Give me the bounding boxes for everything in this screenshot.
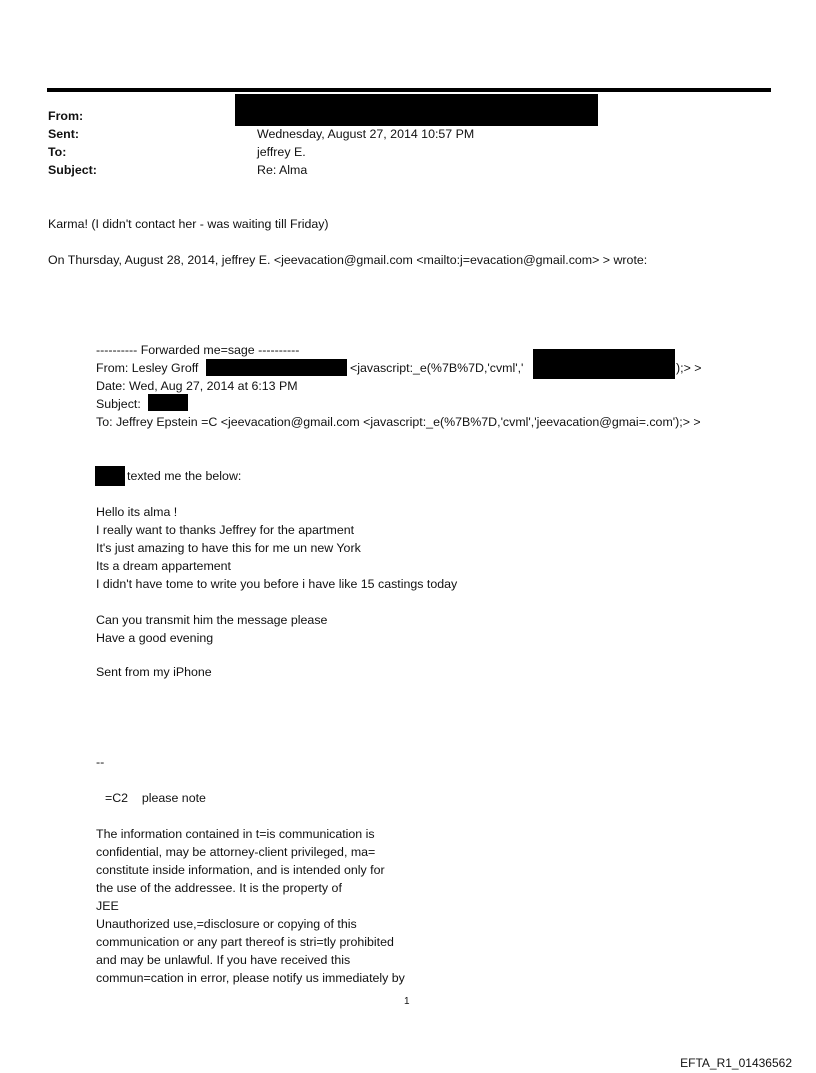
forwarded-marker: ---------- Forwarded me=sage ---------- (96, 343, 300, 357)
message-line: I really want to thanks Jeffrey for the apartment (96, 523, 355, 537)
sent-label: Sent: (48, 127, 79, 141)
subject-label: Subject: (48, 163, 97, 177)
message-line: It's just amazing to have this for me un new York (96, 541, 361, 555)
forwarded-subject: Subject: (96, 397, 141, 411)
forwarded-to: To: Jeffrey Epstein =C <jeevacation@gmail.com <javascript:_e(%7B%7D,'cvml','jeevacation@gmai=.com');> > (96, 415, 701, 429)
disclaimer-line: and may be unlawful. If you have received this (96, 953, 351, 967)
forwarded-from-tail: );> > (676, 361, 702, 375)
signature: Sent from my iPhone (96, 665, 212, 679)
page-number: 1 (404, 996, 410, 1007)
message-line: Can you transmit him the message please (96, 613, 328, 627)
reply-text: Karma! (I didn't contact her - was waiting till Friday) (48, 217, 329, 231)
redaction-groff-js (533, 349, 675, 379)
disclaimer-line: The information contained in t=is communication is (96, 827, 375, 841)
disclaimer (96, 825, 405, 987)
redaction-groff-email (206, 359, 347, 376)
to-value: jeffrey E. (257, 145, 306, 159)
disclaimer-line: communication or any part thereof is stri=tly prohibited (96, 935, 394, 949)
quote-intro: On Thursday, August 28, 2014, jeffrey E. <jeevacation@gmail.com <mailto:j=evacation@gmail.com> > wrote: (48, 253, 648, 267)
message-line: Hello its alma ! (96, 505, 178, 519)
document-id: EFTA_R1_01436562 (680, 1056, 792, 1070)
subject-value: Re: Alma (257, 163, 308, 177)
redaction-subject (148, 394, 188, 411)
please-note: =C2 please note (105, 791, 206, 805)
disclaimer-line: constitute inside information, and is intended only for (96, 863, 385, 877)
forwarded-date: Date: Wed, Aug 27, 2014 at 6:13 PM (96, 379, 298, 393)
message-line: Its a dream appartement (96, 559, 231, 573)
signature-dashes: -- (96, 755, 105, 769)
redaction-sender-name (95, 466, 125, 486)
message-body (96, 503, 457, 593)
message-line: Have a good evening (96, 631, 214, 645)
disclaimer-line: Unauthorized use,=disclosure or copying of this (96, 917, 357, 931)
forwarded-from: From: Lesley Groff (96, 361, 199, 375)
disclaimer-line: commun=cation in error, please notify us immediately by (96, 971, 405, 985)
to-label: To: (48, 145, 67, 159)
from-label: From: (48, 109, 84, 123)
message-line: I didn't have tome to write you before i have like 15 castings today (96, 577, 458, 591)
message-intro: texted me the below: (127, 469, 242, 483)
forwarded-from-js: <javascript:_e(%7B%7D,'cvml',' (350, 361, 524, 375)
disclaimer-line: confidential, may be attorney-client privileged, ma= (96, 845, 376, 859)
disclaimer-line: JEE (96, 899, 119, 913)
sent-value: Wednesday, August 27, 2014 10:57 PM (257, 127, 475, 141)
header-divider (47, 88, 771, 92)
redaction-from (235, 94, 598, 126)
message-body-2 (96, 611, 327, 647)
disclaimer-line: the use of the addressee. It is the property of (96, 881, 342, 895)
